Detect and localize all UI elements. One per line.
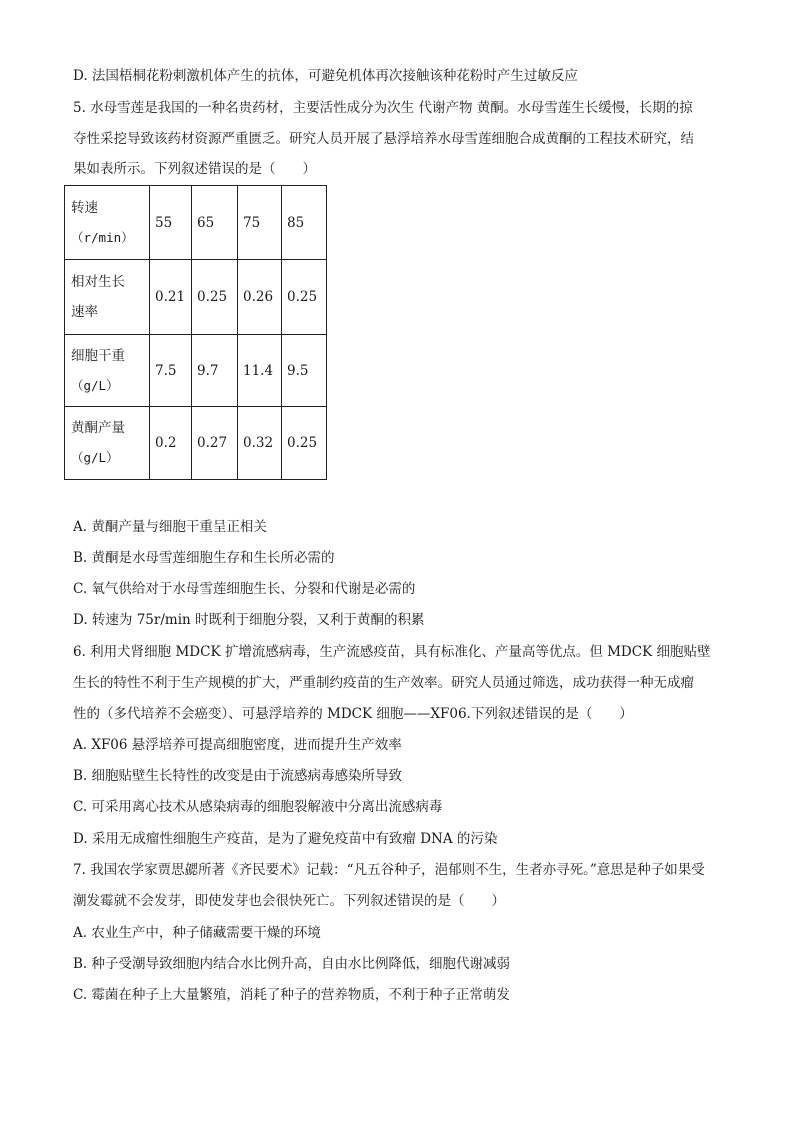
table-cell: 9.7: [192, 335, 238, 407]
table-cell: 0.25: [192, 260, 238, 335]
question-6-option-c: C. 可采用离心技术从感染病毒的细胞裂解液中分离出流感病毒: [73, 799, 443, 815]
question-7-option-a: A. 农业生产中，种子储藏需要干燥的环境: [73, 925, 321, 941]
table-cell: 55: [150, 186, 192, 260]
row-label: [65, 186, 150, 260]
question-5-stem-line-2: 夺性采挖导致该药材资源严重匮乏。研究人员开展了悬浮培养水母雪莲细胞合成黄酮的工程技术研究，结: [73, 131, 694, 147]
row-label: [65, 335, 150, 407]
table-cell: 65: [192, 186, 238, 260]
question-7-stem-line-1: 7. 我国农学家贾思勰所著《齐民要术》记载：“凡五谷种子，浥郁则不生，生者亦寻死。”意思是种子如果受: [73, 862, 705, 878]
question-7-stem-line-2: 潮发霉就不会发芽，即使发芽也会很快死亡。下列叙述错误的是（ ）: [73, 893, 505, 909]
row-label-line-1: 转速: [71, 199, 98, 216]
question-5-option-c: C. 氧气供给对于水母雪莲细胞生长、分裂和代谢是必需的: [73, 581, 416, 597]
table-cell: 75: [238, 186, 282, 260]
table-cell: 0.27: [192, 407, 238, 480]
table-cell: 11.4: [238, 335, 282, 407]
table-row-growth-rate: [65, 260, 327, 335]
data-table: [64, 185, 327, 480]
row-label-line-1: 相对生长: [71, 274, 125, 290]
question-5-option-d: D. 转速为 75r/min 时既利于细胞分裂，又利于黄酮的积累: [73, 612, 425, 628]
table-cell: 7.5: [150, 335, 192, 407]
table-cell: 9.5: [282, 335, 327, 407]
question-7-option-c: C. 霉菌在种子上大量繁殖，消耗了种子的营养物质，不利于种子正常萌发: [73, 987, 510, 1003]
row-label-line-2: （r/min）: [71, 229, 134, 245]
table-cell: 0.32: [238, 407, 282, 480]
question-5-option-a: A. 黄酮产量与细胞干重呈正相关: [73, 519, 267, 535]
table-cell: 0.25: [282, 407, 327, 480]
table-row-speed: [65, 186, 327, 260]
table-cell: 85: [282, 186, 327, 260]
question-6-stem-line-1: 6. 利用犬肾细胞 MDCK 扩增流感病毒，生产流感疫苗，具有标准化、产量高等优点。但 MDCK 细胞贴壁: [73, 644, 711, 660]
question-5-stem-line-1: 5. 水母雪莲是我国的一种名贵药材，主要活性成分为次生 代谢产物 黄酮。水母雪莲生长缓慢，长期的掠: [73, 100, 693, 116]
row-label: [65, 407, 150, 480]
question-7-option-b: B. 种子受潮导致细胞内结合水比例升高，自由水比例降低，细胞代谢减弱: [73, 956, 511, 972]
row-label-line-1: 细胞干重: [71, 347, 125, 364]
question-6-stem-line-2: 生长的特性不利于生产规模的扩大，严重制约疫苗的生产效率。研究人员通过筛选，成功获得一种无成瘤: [73, 675, 694, 691]
row-label-line-2: （g/L）: [71, 377, 119, 393]
row-label-line-2: 速率: [71, 304, 98, 320]
row-label-line-1: 黄酮产量: [71, 420, 125, 436]
question-6-stem-line-3: 性的（多代培养不会癌变）、可悬浮培养的 MDCK 细胞——XF06.下列叙述错误的是（ ）: [73, 706, 633, 722]
table-cell: 0.26: [238, 260, 282, 335]
question-5-stem-line-3: 果如表所示。下列叙述错误的是（ ）: [73, 161, 316, 177]
table-row-flavonoid-yield: [65, 407, 327, 480]
option-d-prev: D. 法国梧桐花粉刺激机体产生的抗体，可避免机体再次接触该种花粉时产生过敏反应: [73, 68, 578, 84]
table-cell: 0.21: [150, 260, 192, 335]
row-label: [65, 260, 150, 335]
table-row-dry-weight: [65, 335, 327, 407]
question-6-option-d: D. 采用无成瘤性细胞生产疫苗，是为了避免疫苗中有致瘤 DNA 的污染: [73, 831, 498, 847]
row-label-line-2: （g/L）: [71, 450, 119, 465]
table-cell: 0.25: [282, 260, 327, 335]
table-cell: 0.2: [150, 407, 192, 480]
question-6-option-a: A. XF06 悬浮培养可提高细胞密度，进而提升生产效率: [73, 737, 402, 753]
question-5-option-b: B. 黄酮是水母雪莲细胞生存和生长所必需的: [73, 550, 335, 566]
question-6-option-b: B. 细胞贴壁生长特性的改变是由于流感病毒感染所导致: [73, 768, 403, 784]
